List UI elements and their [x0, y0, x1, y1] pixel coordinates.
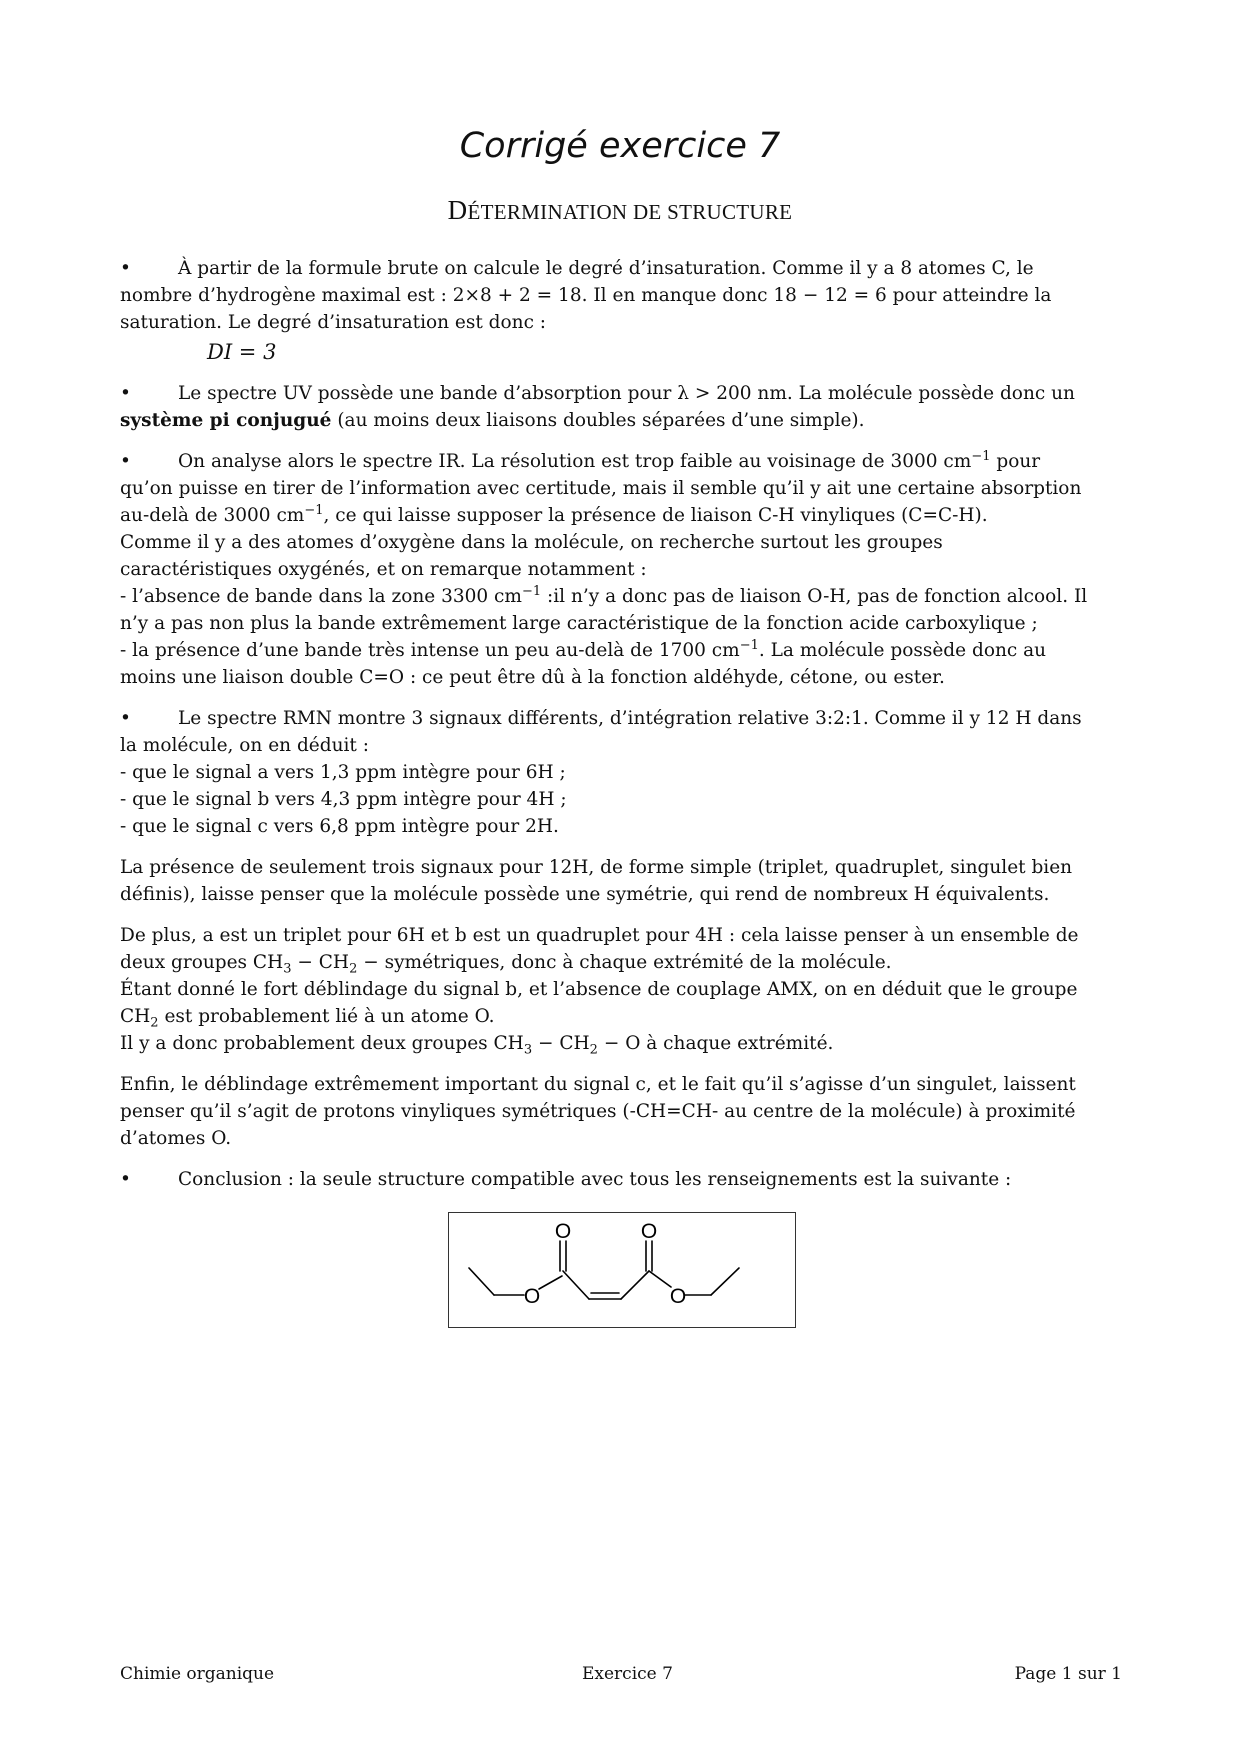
footer-left: Chimie organique [120, 1664, 275, 1684]
text: est probablement lié à un atome O. [158, 1006, 495, 1027]
text: (au moins deux liaisons doubles séparées d’une simple). [331, 410, 865, 431]
text-line [120, 583, 1125, 610]
bond [711, 1268, 739, 1295]
text-line: moins une liaison double C=O : ce peut être dû à la fonction aldéhyde, cétone, ou ester. [120, 667, 945, 688]
text-line: Enfin, le déblindage extrêmement important du signal c, et le fait qu’il s’agisse d’un singulet, laissent [120, 1074, 1076, 1095]
text-line: - que le signal c vers 6,8 ppm intègre pour 2H. [120, 816, 559, 837]
atom-label: O [523, 1285, 541, 1308]
subscript: 2 [349, 961, 358, 977]
paragraph-symetrie [120, 854, 1125, 908]
text-line: penser qu’il s’agit de protons vinyliques symétriques (-CH=CH- au centre de la molécule) à proximité [120, 1101, 1076, 1122]
text: :il n’y a donc pas de liaison O-H, pas de fonction alcool. Il [541, 586, 1088, 607]
text: Le spectre RMN montre 3 signaux différents, d’intégration relative 3:2:1. Comme il y 12 H dans [178, 708, 1082, 729]
footer-center: Exercice 7 [582, 1664, 673, 1684]
text: À partir de la formule brute on calcule le degré d’insaturation. Comme il y a 8 atomes C, le [178, 258, 1034, 279]
bond [649, 1271, 671, 1287]
text-line: la molécule, on en déduit : [120, 735, 369, 756]
superscript: −1 [304, 502, 324, 518]
superscript: −1 [739, 637, 759, 653]
text-line: saturation. Le degré d’insaturation est donc : [120, 312, 547, 333]
document-body [120, 255, 1125, 1207]
paragraph-insaturation [120, 255, 1125, 366]
bond [563, 1271, 589, 1299]
subtitle-initial: D [447, 195, 468, 225]
text-line: d’atomes O. [120, 1128, 232, 1149]
text: deux groupes CH [120, 952, 284, 973]
molecule-diagram [449, 1213, 795, 1327]
molecule-structure-box [448, 1212, 796, 1328]
paragraph-conclusion [120, 1166, 1125, 1193]
text: , ce qui laisse supposer la présence de liaison C-H vinyliques (C=C-H). [323, 505, 988, 526]
subtitle-rest: ÉTERMINATION DE STRUCTURE [467, 200, 793, 224]
subscript: 2 [150, 1015, 159, 1031]
text-line [120, 1003, 1125, 1030]
paragraph-vinyliques [120, 1071, 1125, 1152]
text: Conclusion : la seule structure compatible avec tous les renseignements est la suivante : [178, 1169, 1012, 1190]
text-line: De plus, a est un triplet pour 6H et b est un quadruplet pour 4H : cela laisse penser à un ensemble de [120, 925, 1079, 946]
text: Il y a donc probablement deux groupes CH [120, 1033, 524, 1054]
superscript: −1 [521, 583, 542, 599]
text-line [120, 502, 1125, 529]
subscript: 2 [589, 1042, 598, 1058]
paragraph-ir [120, 448, 1125, 691]
subscript: 3 [283, 961, 292, 977]
bullet-marker: • [120, 1169, 131, 1190]
text-line [120, 637, 1125, 664]
text-line [120, 1166, 1125, 1193]
atom-label: O [669, 1285, 687, 1308]
bond [621, 1271, 649, 1299]
bullet-marker: • [120, 383, 131, 404]
text-line: La présence de seulement trois signaux pour 12H, de forme simple (triplet, quadruplet, singulet bien [120, 857, 1073, 878]
bold-term: système pi conjugué [120, 410, 332, 431]
bullet-marker: • [120, 258, 131, 279]
superscript: −1 [971, 448, 991, 464]
text: − O à chaque extrémité. [597, 1033, 834, 1054]
text-line: - que le signal b vers 4,3 ppm intègre pour 4H ; [120, 789, 567, 810]
paragraph-groupes [120, 922, 1125, 1057]
bullet-marker: • [120, 708, 131, 729]
bullet-marker: • [120, 451, 131, 472]
text: CH [120, 1006, 151, 1027]
text-line: Comme il y a des atomes d’oxygène dans la molécule, on recherche surtout les groupes [120, 532, 943, 553]
paragraph-rmn [120, 705, 1125, 840]
text: Le spectre UV possède une bande d’absorption pour λ > 200 nm. La molécule possède donc un [178, 383, 1075, 404]
text: - l’absence de bande dans la zone 3300 cm [120, 586, 522, 607]
text: On analyse alors le spectre IR. La résolution est trop faible au voisinage de 3000 cm [178, 451, 972, 472]
bond [469, 1268, 494, 1295]
page-subtitle [0, 195, 1240, 226]
text-line: qu’on puisse en tirer de l’information avec certitude, mais il semble qu’il y ait une certaine absorption [120, 478, 1082, 499]
text: pour [990, 451, 1041, 472]
formula-di: DI = 3 [207, 340, 277, 364]
bond [539, 1276, 562, 1289]
atom-label: O [554, 1220, 572, 1243]
page-title: Corrigé exercice 7 [459, 126, 781, 166]
text: − CH [532, 1033, 590, 1054]
atom-label: O [640, 1220, 658, 1243]
paragraph-uv [120, 380, 1125, 434]
text-line [120, 448, 1125, 475]
footer-page-number: Page 1 sur 1 [1014, 1664, 1122, 1684]
text: − symétriques, donc à chaque extrémité de la molécule. [357, 952, 892, 973]
text-line: - que le signal a vers 1,3 ppm intègre pour 6H ; [120, 762, 566, 783]
text-line [120, 1030, 1125, 1057]
text-line [120, 949, 1125, 976]
text: au-delà de 3000 cm [120, 505, 305, 526]
subscript: 3 [523, 1042, 533, 1058]
text: - la présence d’une bande très intense un peu au-delà de 1700 cm [120, 640, 740, 661]
text: − CH [291, 952, 350, 973]
text-line [120, 407, 1125, 434]
text-line: caractéristiques oxygénés, et on remarque notamment : [120, 559, 647, 580]
text-line: définis), laisse penser que la molécule possède une symétrie, qui rend de nombreux H équivalents. [120, 884, 1050, 905]
text-line: Étant donné le fort déblindage du signal b, et l’absence de couplage AMX, on en déduit que le groupe [120, 979, 1078, 1000]
text-line: nombre d’hydrogène maximal est : 2×8 + 2 = 18. Il en manque donc 18 − 12 = 6 pour atteindre la [120, 285, 1052, 306]
text-line [120, 255, 1125, 282]
text-line [120, 380, 1125, 407]
text: . La molécule possède donc au [758, 640, 1047, 661]
text-line [120, 705, 1125, 732]
text-line: n’y a pas non plus la bande extrêmement large caractéristique de la fonction acide carboxylique ; [120, 613, 1038, 634]
